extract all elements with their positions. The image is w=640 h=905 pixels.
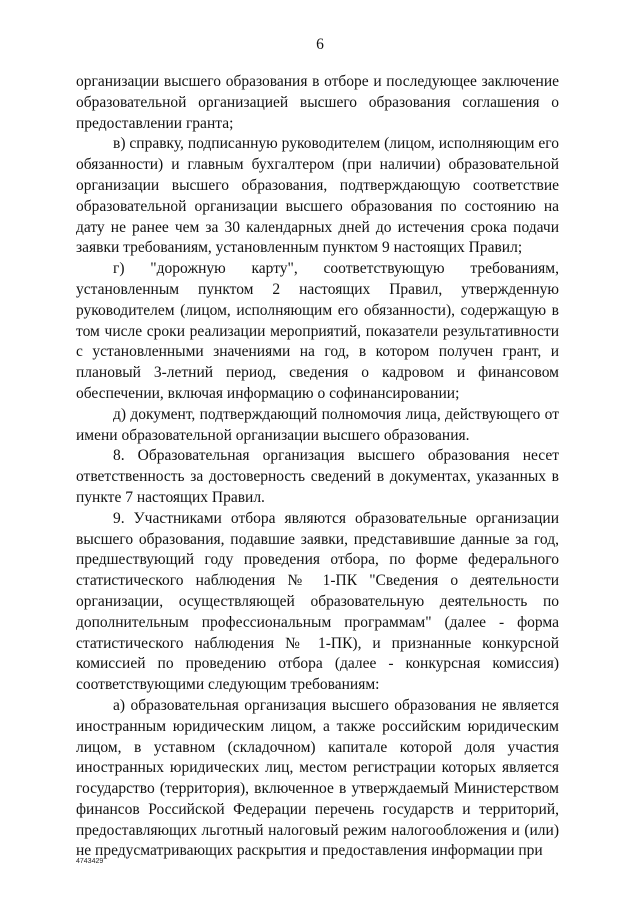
paragraph-item-v: в) справку, подписанную руководителем (лицом, исполняющим его обязанности) и главным бухгалтером (при наличии) образовательной организации высшего образования, подтверждающую соответствие образовательной организации высшего образования по состоянию на дату не ранее чем за 30 календарных дней до истечения срока подачи заявки требованиям, установленным пунктом 9 настоящих Правил; xyxy=(76,135,559,257)
page-number: 6 xyxy=(316,36,324,53)
paragraph-clause-9: 9. Участниками отбора являются образовательные организации высшего образования, подавшие заявки, представившие данные за год, предшествующий году проведения отбора, по форме федерального статистического наблюдения № 1-ПК "Сведения о деятельности организации, осуществляющей образовательную деятельность по дополнительным профессиональным программам" (далее - форма статистического наблюдения № 1-ПК), и признанные конкурсной комиссией по проведению отбора (далее - конкурсная комиссия) соответствующими следующим требованиям: xyxy=(76,509,559,694)
paragraph-item-a: а) образовательная организация высшего образования не является иностранным юридическим лицом, а также российским юридическим лицом, в уставном (складочном) капитале которой доля участия иностранных юридических лиц, местом регистрации которых является государство (территория), включенное в утверждаемый Министерством финансов Российской Федерации перечень государств и территорий, предоставляющих льготный налоговый режим налогообложения и (или) не предусматривающих раскрытия и предоставления информации при xyxy=(76,696,559,860)
paragraph-item-d: д) документ, подтверждающий полномочия лица, действующего от имени образовательной организации высшего образования. xyxy=(76,405,559,444)
paragraph-continuation: организации высшего образования в отборе и последующее заключение образовательной организацией высшего образования соглашения о предоставлении гранта; xyxy=(76,73,559,132)
document-body xyxy=(76,72,559,862)
document-code: 4743429 xyxy=(76,858,104,865)
paragraph-item-g: г) "дорожную карту", соответствующую требованиям, установленным пунктом 2 настоящих Правил, утвержденную руководителем (лицом, исполняющим его обязанности), содержащую в том числе сроки реализации мероприятий, показатели результативности с установленными значениями на год, в котором получен грант, и плановый 3-летний период, сведения о кадровом и финансовом обеспечении, включая информацию о софинансировании; xyxy=(76,260,559,402)
paragraph-clause-8: 8. Образовательная организация высшего образования несет ответственность за достоверность сведений в документах, указанных в пункте 7 настоящих Правил. xyxy=(76,447,559,506)
